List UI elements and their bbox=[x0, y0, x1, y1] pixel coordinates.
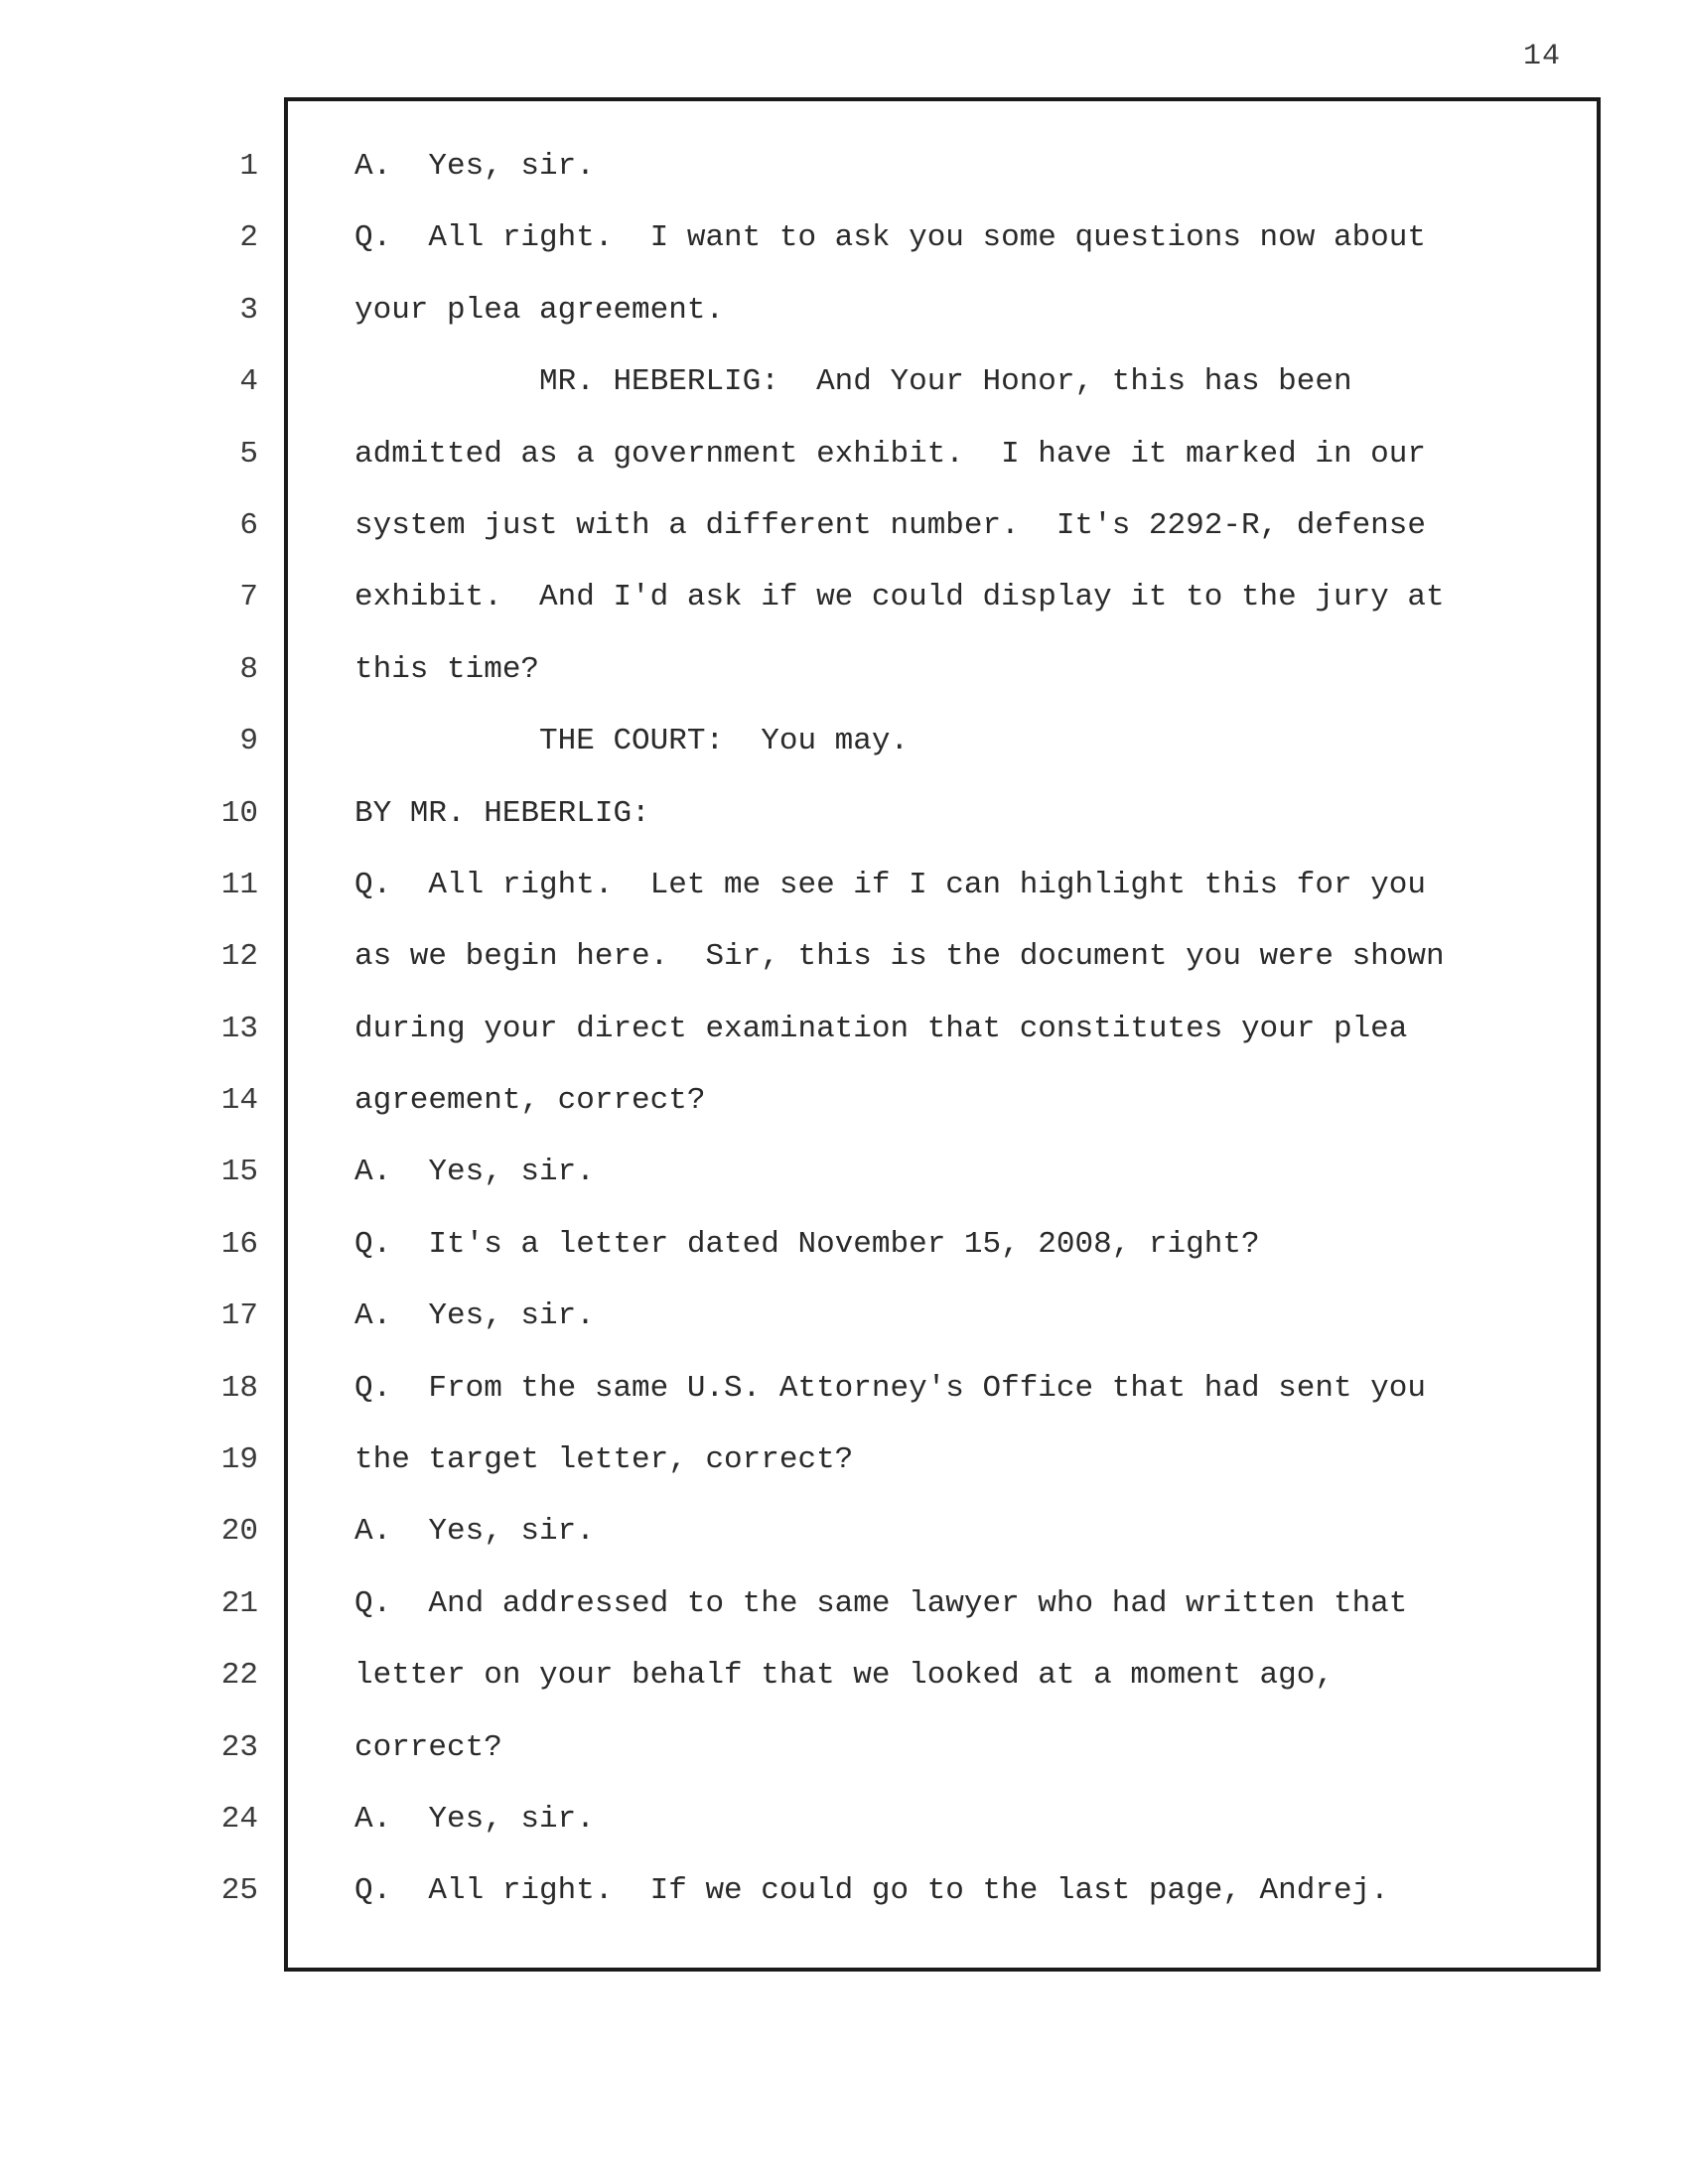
transcript-body bbox=[354, 147, 1576, 1944]
line-number: 2 bbox=[239, 220, 258, 256]
line-number: 5 bbox=[239, 436, 258, 472]
line-number: 7 bbox=[239, 580, 258, 615]
transcript-line: as we begin here. Sir, this is the document you were shown bbox=[354, 939, 1445, 975]
line-number: 22 bbox=[220, 1658, 258, 1694]
line-number: 13 bbox=[220, 1011, 258, 1046]
transcript-line: your plea agreement. bbox=[354, 292, 725, 328]
transcript-line: A. Yes, sir. bbox=[354, 1155, 595, 1190]
transcript-line: A. Yes, sir. bbox=[354, 1298, 595, 1334]
transcript-line: Q. From the same U.S. Attorney's Office that had sent you bbox=[354, 1370, 1426, 1406]
line-number: 24 bbox=[220, 1801, 258, 1837]
line-number: 15 bbox=[220, 1155, 258, 1190]
line-number: 16 bbox=[220, 1226, 258, 1262]
line-number: 12 bbox=[220, 939, 258, 975]
transcript-line: Q. It's a letter dated November 15, 2008, right? bbox=[354, 1226, 1260, 1262]
transcript-line: BY MR. HEBERLIG: bbox=[354, 795, 650, 831]
line-number: 8 bbox=[239, 651, 258, 687]
line-number: 17 bbox=[220, 1298, 258, 1334]
transcript-line: Q. And addressed to the same lawyer who had written that bbox=[354, 1585, 1408, 1621]
transcript-line: MR. HEBERLIG: And Your Honor, this has been bbox=[354, 364, 1352, 400]
line-number: 1 bbox=[239, 149, 258, 184]
line-number: 25 bbox=[220, 1873, 258, 1909]
line-number: 20 bbox=[220, 1514, 258, 1550]
transcript-line: A. Yes, sir. bbox=[354, 1514, 595, 1550]
transcript-line: Q. All right. Let me see if I can highlight this for you bbox=[354, 867, 1426, 902]
line-number-column bbox=[199, 147, 258, 1944]
line-number: 23 bbox=[220, 1729, 258, 1765]
transcript-line: Q. All right. I want to ask you some questions now about bbox=[354, 220, 1426, 256]
line-number: 18 bbox=[220, 1370, 258, 1406]
line-number: 19 bbox=[220, 1442, 258, 1478]
transcript-line: A. Yes, sir. bbox=[354, 149, 595, 184]
transcript-line: system just with a different number. It's 2292-R, defense bbox=[354, 507, 1426, 543]
line-number: 21 bbox=[220, 1585, 258, 1621]
line-number: 11 bbox=[220, 867, 258, 902]
transcript-line: during your direct examination that constitutes your plea bbox=[354, 1011, 1408, 1046]
transcript-line: agreement, correct? bbox=[354, 1083, 706, 1119]
transcript-line: correct? bbox=[354, 1729, 502, 1765]
line-number: 10 bbox=[220, 795, 258, 831]
transcript-line: exhibit. And I'd ask if we could display it to the jury at bbox=[354, 580, 1445, 615]
transcript-line: THE COURT: You may. bbox=[354, 724, 910, 759]
transcript-line: letter on your behalf that we looked at a moment ago, bbox=[354, 1658, 1334, 1694]
transcript-line: this time? bbox=[354, 651, 540, 687]
transcript-line: admitted as a government exhibit. I have it marked in our bbox=[354, 436, 1426, 472]
line-number: 9 bbox=[239, 724, 258, 759]
transcript-line: A. Yes, sir. bbox=[354, 1801, 595, 1837]
transcript-line: the target letter, correct? bbox=[354, 1442, 854, 1478]
line-number: 3 bbox=[239, 292, 258, 328]
line-number: 6 bbox=[239, 507, 258, 543]
line-number: 4 bbox=[239, 364, 258, 400]
line-number: 14 bbox=[220, 1083, 258, 1119]
page-number: 14 bbox=[1522, 40, 1561, 73]
transcript-line: Q. All right. If we could go to the last page, Andrej. bbox=[354, 1873, 1389, 1909]
